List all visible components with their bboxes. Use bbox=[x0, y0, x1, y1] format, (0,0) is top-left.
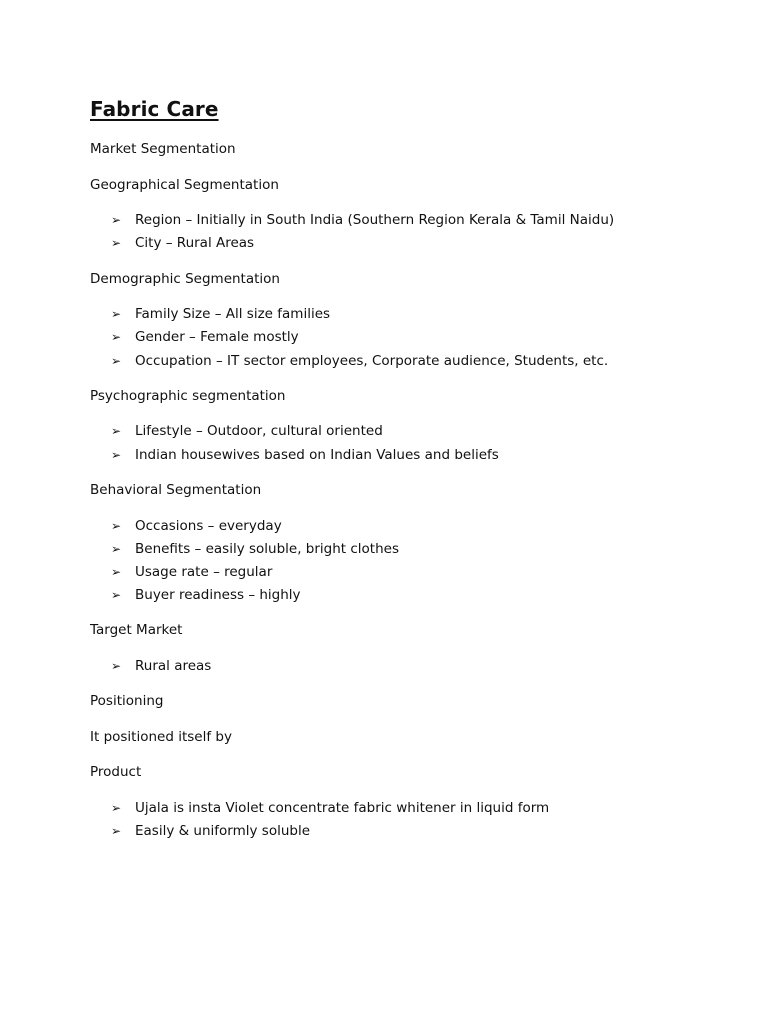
arrow-bullet-icon: ➢ bbox=[111, 307, 122, 321]
list-item-text: Buyer readiness – highly bbox=[135, 587, 301, 603]
list-item-text: Ujala is insta Violet concentrate fabric whitener in liquid form bbox=[135, 800, 550, 816]
arrow-bullet-icon: ➢ bbox=[111, 519, 122, 533]
paragraph-positioned-by: It positioned itself by bbox=[90, 729, 232, 745]
arrow-bullet-icon: ➢ bbox=[111, 213, 122, 227]
arrow-bullet-icon: ➢ bbox=[111, 565, 122, 579]
list-item-text: Indian housewives based on Indian Values and beliefs bbox=[135, 447, 499, 463]
list-item-text: Easily & uniformly soluble bbox=[135, 823, 311, 839]
arrow-bullet-icon: ➢ bbox=[111, 588, 122, 602]
arrow-bullet-icon: ➢ bbox=[111, 424, 122, 438]
list-item bbox=[111, 563, 272, 581]
list-item bbox=[111, 822, 310, 840]
arrow-bullet-icon: ➢ bbox=[111, 659, 122, 673]
list-item bbox=[111, 657, 211, 675]
heading-behavioral-segmentation: Behavioral Segmentation bbox=[90, 482, 262, 498]
list-item bbox=[111, 352, 608, 370]
list-item bbox=[111, 517, 282, 535]
document-title: Fabric Care bbox=[90, 97, 219, 121]
arrow-bullet-icon: ➢ bbox=[111, 824, 122, 838]
list-item-text: Occupation – IT sector employees, Corporate audience, Students, etc. bbox=[135, 353, 609, 369]
list-item-text: City – Rural Areas bbox=[135, 235, 255, 251]
list-item bbox=[111, 799, 549, 817]
arrow-bullet-icon: ➢ bbox=[111, 448, 122, 462]
heading-product: Product bbox=[90, 764, 142, 780]
list-item-text: Rural areas bbox=[135, 658, 212, 674]
list-item-text: Family Size – All size families bbox=[135, 306, 331, 322]
arrow-bullet-icon: ➢ bbox=[111, 542, 122, 556]
list-item-text: Gender – Female mostly bbox=[135, 329, 299, 345]
arrow-bullet-icon: ➢ bbox=[111, 330, 122, 344]
list-item bbox=[111, 328, 299, 346]
arrow-bullet-icon: ➢ bbox=[111, 354, 122, 368]
heading-demographic-segmentation: Demographic Segmentation bbox=[90, 271, 280, 287]
arrow-bullet-icon: ➢ bbox=[111, 236, 122, 250]
heading-psychographic-segmentation: Psychographic segmentation bbox=[90, 388, 286, 404]
list-item-text: Usage rate – regular bbox=[135, 564, 273, 580]
list-item bbox=[111, 234, 254, 252]
list-item bbox=[111, 211, 614, 229]
list-item bbox=[111, 446, 499, 464]
list-item-text: Lifestyle – Outdoor, cultural oriented bbox=[135, 423, 383, 439]
list-item-text: Occasions – everyday bbox=[135, 518, 282, 534]
list-item bbox=[111, 305, 330, 323]
heading-market-segmentation: Market Segmentation bbox=[90, 141, 236, 157]
list-item-text: Region – Initially in South India (Southern Region Kerala & Tamil Naidu) bbox=[135, 212, 615, 228]
heading-target-market: Target Market bbox=[90, 622, 183, 638]
heading-positioning: Positioning bbox=[90, 693, 164, 709]
list-item bbox=[111, 540, 399, 558]
list-item bbox=[111, 422, 383, 440]
heading-geographical-segmentation: Geographical Segmentation bbox=[90, 177, 279, 193]
list-item-text: Benefits – easily soluble, bright clothes bbox=[135, 541, 399, 557]
arrow-bullet-icon: ➢ bbox=[111, 801, 122, 815]
list-item bbox=[111, 586, 301, 604]
